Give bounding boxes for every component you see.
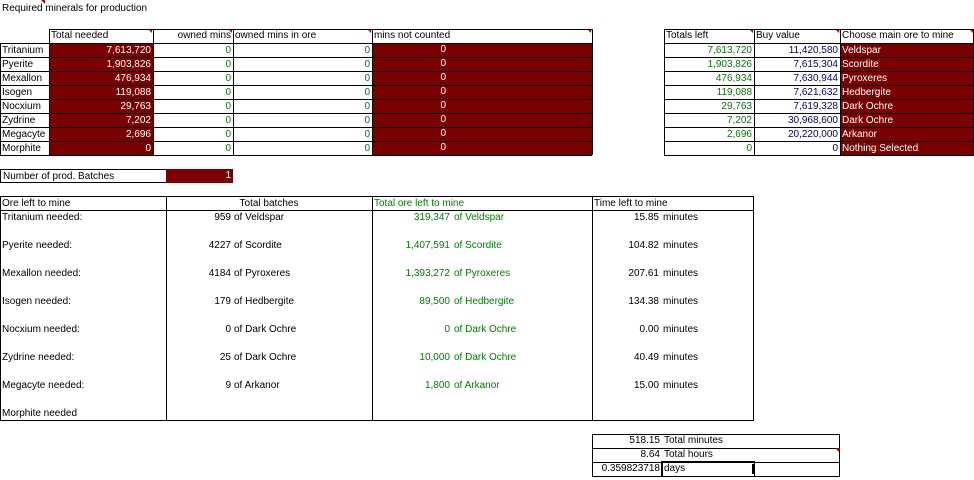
mineral-row [0,141,974,155]
total-needed-cell: 29,763 [49,99,153,113]
mineral-name: Nocxium [0,99,49,113]
time-unit: minutes [663,212,699,223]
mins-not-counted-value: 0 [440,142,446,153]
batches-value: 0 [225,324,231,335]
owned-mins-input[interactable]: 0 [153,113,233,127]
batches-input[interactable]: 1 [166,169,233,183]
mineral-row [0,113,974,127]
mineral-row [0,85,974,99]
mins-not-counted-value: 0 [440,100,446,111]
ore-row [0,323,754,337]
mins-not-counted-value: 0 [440,44,446,55]
batches-label: Number of prod. Batches [0,169,167,183]
mineral-name: Tritanium [0,43,49,57]
ore-left-value: 319,347 [413,212,450,223]
total-needed-cell: 119,088 [49,85,153,99]
mineral-row [0,43,974,57]
owned-mins-input[interactable]: 0 [153,85,233,99]
ore-left-value: 10,000 [419,352,450,363]
mineral-name: Isogen [0,85,49,99]
header-ore-left: Ore left to mine [2,198,71,209]
batches-ore-name: of Veldspar [234,212,285,223]
total-value: 0.359823718 [601,463,660,474]
header-owned-mins: owned mins [177,30,231,41]
ore-label: Megacyte needed: [2,380,85,391]
header-total-batches: Total batches [239,198,299,209]
total-label: Total minutes [664,435,723,446]
text-cursor [752,464,754,474]
owned-mins-input[interactable]: 0 [153,141,233,155]
totals-left-cell: 476,934 [664,71,754,85]
buy-value-cell: 7,619,328 [754,99,840,113]
morphite-label: Morphite needed [2,408,78,419]
batches-value: 179 [214,296,231,307]
buy-value-cell: 0 [754,141,840,155]
time-value: 207.61 [628,268,659,279]
header-choose-ore: Choose main ore to mine [842,30,954,41]
ore-left-value: 1,800 [424,380,450,391]
buy-value-cell: 7,630,944 [754,71,840,85]
header-time-left: Time left to mine [594,198,668,209]
header-total-ore-left: Total ore left to mine [374,198,465,209]
totals-left-cell: 29,763 [664,99,754,113]
owned-mins-input[interactable]: 0 [153,99,233,113]
time-unit: minutes [663,240,699,251]
time-unit: minutes [663,380,699,391]
header-mins-not-counted: mins not counted [374,30,451,41]
ore-row [0,295,754,309]
comment-indicator[interactable] [835,448,839,452]
ore-left-value: 1,393,272 [405,268,450,279]
ore-label: Tritanium needed: [2,212,83,223]
totals-left-cell: 2,696 [664,127,754,141]
owned-ore-input[interactable]: 0 [233,71,372,85]
total-needed-cell: 0 [49,141,153,155]
total-label: days [664,463,686,474]
ore-label: Isogen needed: [2,296,71,307]
buy-value-cell: 7,615,304 [754,57,840,71]
total-needed-cell: 7,202 [49,113,153,127]
owned-mins-input[interactable]: 0 [153,71,233,85]
buy-value-cell: 11,420,580 [754,43,840,57]
owned-ore-input[interactable]: 0 [233,57,372,71]
header-buy-value: Buy value [756,30,800,41]
mineral-row [0,71,974,85]
time-value: 0.00 [639,324,659,335]
batches-value: 4227 [208,240,231,251]
ore-select[interactable]: Dark Ochre [840,99,974,113]
ore-label: Zydrine needed: [2,352,75,363]
buy-value-cell: 30,968,600 [754,113,840,127]
totals-left-cell: 7,613,720 [664,43,754,57]
totals-left-cell: 119,088 [664,85,754,99]
batches-ore-name: of Pyroxeres [234,268,291,279]
mineral-name: Morphite [0,141,49,155]
ore-row [0,379,754,393]
ore-label: Nocxium needed: [2,324,80,335]
mins-not-counted-value: 0 [440,86,446,97]
ore-left-name: of Hedbergite [454,296,515,307]
total-value: 518.15 [629,435,660,446]
total-needed-cell: 476,934 [49,71,153,85]
batches-value: 25 [219,352,231,363]
time-value: 134.38 [628,296,659,307]
owned-ore-input[interactable]: 0 [233,85,372,99]
ore-row [0,267,754,281]
time-unit: minutes [663,324,699,335]
time-unit: minutes [663,352,699,363]
ore-left-value: 89,500 [419,296,450,307]
mins-not-counted-value: 0 [440,58,446,69]
mins-not-counted-value: 0 [440,128,446,139]
batches-ore-name: of Scordite [234,240,282,251]
owned-mins-input[interactable]: 0 [153,127,233,141]
total-needed-cell: 7,613,720 [49,43,153,57]
mineral-row [0,57,974,71]
ore-left-name: of Pyroxeres [454,268,511,279]
header-owned-mins-in-ore: owned mins in ore [235,30,317,41]
batches-value: 9 [225,380,231,391]
mineral-row [0,99,974,113]
batches-ore-name: of Dark Ochre [234,324,297,335]
batches-ore-name: of Hedbergite [234,296,295,307]
total-value: 8.64 [640,449,660,460]
mineral-name: Mexallon [0,71,49,85]
ore-select[interactable]: Pyroxeres [840,71,974,85]
selected-cell[interactable] [661,461,755,477]
mineral-name: Zydrine [0,113,49,127]
time-value: 15.00 [633,380,659,391]
owned-mins-input[interactable]: 0 [153,43,233,57]
ore-row [0,211,754,225]
ore-left-name: of Arkanor [454,380,500,391]
ore-label: Mexallon needed: [2,268,81,279]
ore-select[interactable]: Arkanor [840,127,974,141]
comment-indicator[interactable] [41,0,45,4]
owned-ore-input[interactable]: 0 [233,127,372,141]
total-needed-cell: 1,903,826 [49,57,153,71]
time-unit: minutes [663,268,699,279]
ore-select[interactable]: Veldspar [840,43,974,57]
total-needed-cell: 2,696 [49,127,153,141]
ore-select[interactable]: Hedbergite [840,85,974,99]
mins-not-counted-value: 0 [440,72,446,83]
ore-left-value: 0 [444,324,450,335]
buy-value-cell: 7,621,632 [754,85,840,99]
owned-ore-input[interactable]: 0 [233,99,372,113]
ore-left-name: of Veldspar [454,212,505,223]
owned-ore-input[interactable]: 0 [233,141,372,155]
header-total-needed: Total needed [51,30,109,41]
ore-left-name: of Dark Ochre [454,324,517,335]
mins-not-counted-value: 0 [440,114,446,125]
ore-left-name: of Scordite [454,240,502,251]
ore-select[interactable]: Scordite [840,57,974,71]
totals-left-cell: 0 [664,141,754,155]
batches-ore-name: of Dark Ochre [234,352,297,363]
time-value: 104.82 [628,240,659,251]
mineral-name: Megacyte [0,127,49,141]
buy-value-cell: 20,220,000 [754,127,840,141]
batches-ore-name: of Arkanor [234,380,280,391]
mineral-name: Pyerite [0,57,49,71]
header-totals-left: Totals left [666,30,709,41]
owned-ore-input[interactable]: 0 [233,113,372,127]
time-value: 40.49 [633,352,659,363]
mineral-row [0,127,974,141]
sheet-title: Required minerals for production [2,3,148,14]
ore-left-name: of Dark Ochre [454,352,517,363]
ore-row [0,351,754,365]
owned-ore-input[interactable]: 0 [233,43,372,57]
totals-left-cell: 1,903,826 [664,57,754,71]
owned-mins-input[interactable]: 0 [153,57,233,71]
ore-select[interactable]: Dark Ochre [840,113,974,127]
time-value: 15.85 [633,212,659,223]
ore-label: Pyerite needed: [2,240,73,251]
time-unit: minutes [663,296,699,307]
totals-left-cell: 7,202 [664,113,754,127]
total-label: Total hours [664,449,713,460]
ore-select[interactable]: Nothing Selected [840,141,974,155]
batches-value: 959 [214,212,231,223]
ore-left-value: 1,407,591 [405,240,450,251]
ore-row [0,239,754,253]
batches-value: 4184 [208,268,231,279]
